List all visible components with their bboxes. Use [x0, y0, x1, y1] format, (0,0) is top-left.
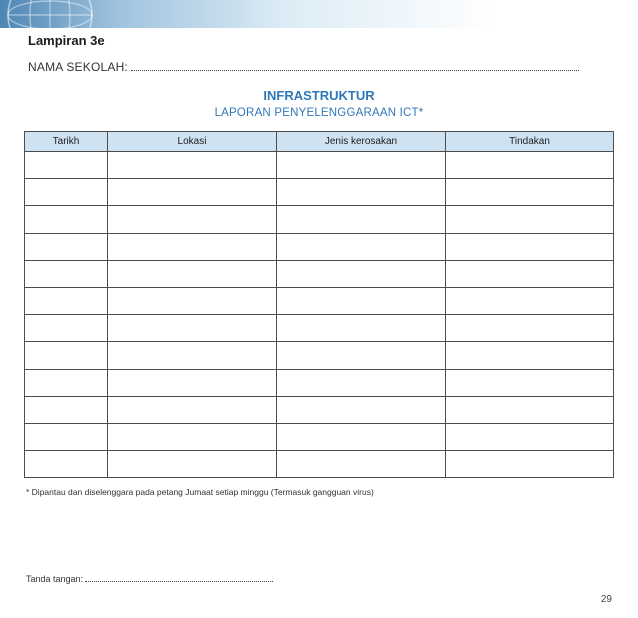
- table-row: [25, 451, 614, 478]
- school-name-dotted-line[interactable]: [131, 60, 579, 71]
- table-cell-lokasi[interactable]: [108, 451, 277, 478]
- table-cell-tarikh[interactable]: [25, 287, 108, 314]
- table-cell-lokasi[interactable]: [108, 206, 277, 233]
- table-cell-tarikh[interactable]: [25, 396, 108, 423]
- table-cell-jenis-kerosakan[interactable]: [277, 451, 446, 478]
- table-cell-tindakan[interactable]: [446, 287, 614, 314]
- table-row: [25, 152, 614, 179]
- table-cell-jenis-kerosakan[interactable]: [277, 423, 446, 450]
- table-header-row: [25, 132, 614, 152]
- table-cell-jenis-kerosakan[interactable]: [277, 287, 446, 314]
- table-cell-tindakan[interactable]: [446, 315, 614, 342]
- table-cell-jenis-kerosakan[interactable]: [277, 315, 446, 342]
- table-cell-jenis-kerosakan[interactable]: [277, 233, 446, 260]
- table-row: [25, 423, 614, 450]
- footnote: * Dipantau dan diselenggara pada petang Jumaat setiap minggu (Termasuk gangguan virus): [26, 487, 374, 497]
- table-cell-tindakan[interactable]: [446, 233, 614, 260]
- report-table: [24, 131, 614, 478]
- column-header-tarikh: Tarikh: [25, 132, 108, 152]
- table-cell-jenis-kerosakan[interactable]: [277, 260, 446, 287]
- table-cell-tarikh[interactable]: [25, 423, 108, 450]
- table-cell-jenis-kerosakan[interactable]: [277, 342, 446, 369]
- table-cell-tindakan[interactable]: [446, 342, 614, 369]
- table-cell-jenis-kerosakan[interactable]: [277, 152, 446, 179]
- table-cell-tindakan[interactable]: [446, 451, 614, 478]
- table-cell-lokasi[interactable]: [108, 342, 277, 369]
- table-cell-tarikh[interactable]: [25, 179, 108, 206]
- table-row: [25, 260, 614, 287]
- table-cell-tindakan[interactable]: [446, 369, 614, 396]
- table-row: [25, 342, 614, 369]
- table-cell-tindakan[interactable]: [446, 179, 614, 206]
- table-cell-tindakan[interactable]: [446, 260, 614, 287]
- table-cell-jenis-kerosakan[interactable]: [277, 206, 446, 233]
- table-cell-jenis-kerosakan[interactable]: [277, 396, 446, 423]
- table-row: [25, 369, 614, 396]
- page-subtitle: LAPORAN PENYELENGGARAAN ICT*: [214, 107, 424, 119]
- header-banner: [0, 0, 638, 28]
- table-cell-tindakan[interactable]: [446, 206, 614, 233]
- table-row: [25, 206, 614, 233]
- signature-field[interactable]: [26, 573, 273, 584]
- table-cell-lokasi[interactable]: [108, 233, 277, 260]
- table-cell-lokasi[interactable]: [108, 396, 277, 423]
- table-cell-tarikh[interactable]: [25, 342, 108, 369]
- table-cell-lokasi[interactable]: [108, 260, 277, 287]
- table-cell-tarikh[interactable]: [25, 260, 108, 287]
- table-body: [25, 152, 614, 478]
- globe-icon: [0, 0, 120, 28]
- table-cell-lokasi[interactable]: [108, 152, 277, 179]
- table-row: [25, 179, 614, 206]
- signature-label: Tanda tangan:: [26, 574, 84, 584]
- table-cell-tarikh[interactable]: [25, 152, 108, 179]
- column-header-lokasi: Lokasi: [108, 132, 277, 152]
- table-cell-tarikh[interactable]: [25, 315, 108, 342]
- table-cell-lokasi[interactable]: [108, 423, 277, 450]
- table-row: [25, 315, 614, 342]
- table-cell-tindakan[interactable]: [446, 152, 614, 179]
- table-cell-tindakan[interactable]: [446, 396, 614, 423]
- table-row: [25, 287, 614, 314]
- table-cell-jenis-kerosakan[interactable]: [277, 179, 446, 206]
- school-name-field[interactable]: [28, 60, 579, 74]
- appendix-label: Lampiran 3e: [28, 33, 105, 48]
- column-header-tindakan: Tindakan: [446, 132, 614, 152]
- table-cell-lokasi[interactable]: [108, 315, 277, 342]
- school-name-label: NAMA SEKOLAH:: [28, 60, 128, 74]
- table-cell-lokasi[interactable]: [108, 287, 277, 314]
- table-cell-tarikh[interactable]: [25, 369, 108, 396]
- page-number: 29: [600, 594, 612, 605]
- table-row: [25, 233, 614, 260]
- column-header-jenis-kerosakan: Jenis kerosakan: [277, 132, 446, 152]
- table-cell-lokasi[interactable]: [108, 369, 277, 396]
- signature-dotted-line[interactable]: [85, 573, 273, 582]
- table-cell-tarikh[interactable]: [25, 451, 108, 478]
- table-cell-lokasi[interactable]: [108, 179, 277, 206]
- table-cell-tarikh[interactable]: [25, 233, 108, 260]
- page-title: INFRASTRUKTUR: [263, 88, 375, 103]
- table-cell-tindakan[interactable]: [446, 423, 614, 450]
- table-row: [25, 396, 614, 423]
- table-cell-jenis-kerosakan[interactable]: [277, 369, 446, 396]
- table-cell-tarikh[interactable]: [25, 206, 108, 233]
